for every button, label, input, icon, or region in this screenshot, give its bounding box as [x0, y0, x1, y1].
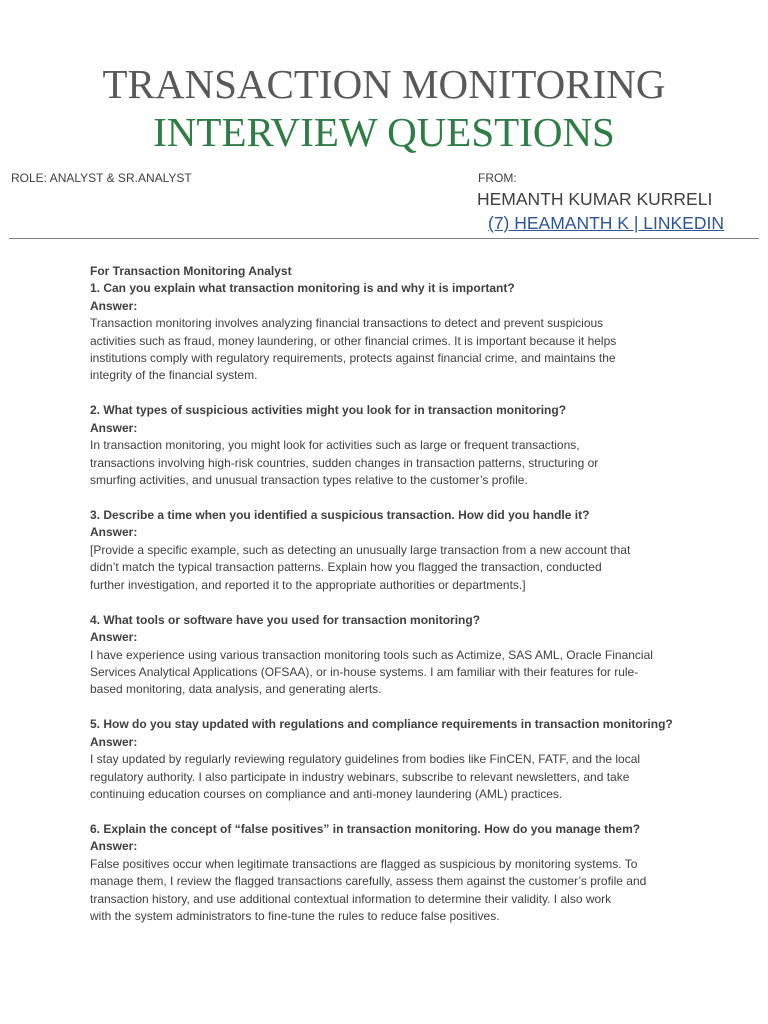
header-divider — [9, 238, 759, 239]
answer-line: with the system administrators to fine-tune the rules to reduce false positives. — [90, 908, 500, 923]
role-label: ROLE: ANALYST & SR.ANALYST — [11, 171, 192, 185]
answer-line: manage them, I review the flagged transactions carefully, assess them against the customer’s profile and — [90, 874, 647, 889]
answer-label: Answer: — [90, 734, 138, 749]
question-text: 1. Can you explain what transaction monitoring is and why it is important? — [90, 281, 515, 296]
answer-line: further investigation, and reported it to the appropriate authorities or departments.] — [90, 577, 526, 592]
qa-item — [90, 402, 690, 489]
title-line-1: TRANSACTION MONITORING — [102, 61, 666, 107]
qa-list — [90, 280, 690, 925]
qa-item — [90, 507, 690, 594]
answer-label: Answer: — [90, 630, 138, 645]
answer-line: In transaction monitoring, you might look for activities such as large or frequent transactions, — [90, 438, 580, 453]
question-text: 4. What tools or software have you used for transaction monitoring? — [90, 612, 481, 627]
section-heading: For Transaction Monitoring Analyst — [90, 264, 292, 278]
from-label: FROM: — [478, 171, 517, 185]
answer-line: smurfing activities, and unusual transaction types relative to the customer’s profile. — [90, 473, 528, 488]
answer-line: integrity of the financial system. — [90, 368, 258, 383]
title-line-2: INTERVIEW QUESTIONS — [153, 109, 615, 155]
question-text: 3. Describe a time when you identified a suspicious transaction. How did you handle it? — [90, 508, 590, 523]
answer-line: Services Analytical Applications (OFSAA), or in-house systems. I am familiar with their features for rule- — [90, 664, 639, 679]
author-name: HEMANTH KUMAR KURRELI — [477, 189, 713, 209]
answer-line: Transaction monitoring involves analyzing financial transactions to detect and prevent suspicious — [90, 316, 604, 331]
answer-label: Answer: — [90, 839, 138, 854]
answer-line: didn’t match the typical transaction patterns. Explain how you flagged the transaction, conducted — [90, 560, 602, 575]
qa-item — [90, 280, 690, 384]
question-text: 2. What types of suspicious activities might you look for in transaction monitoring? — [90, 403, 567, 418]
answer-line: transactions involving high-risk countries, sudden changes in transaction patterns, structuring or — [90, 455, 599, 470]
question-text: 5. How do you stay updated with regulations and compliance requirements in transaction monitoring? — [90, 717, 673, 732]
qa-item — [90, 612, 690, 699]
answer-line: transaction history, and use additional contextual information to determine their validity. I also work — [90, 891, 612, 906]
answer-label: Answer: — [90, 420, 138, 435]
answer-line: [Provide a specific example, such as detecting an unusually large transaction from a new account that — [90, 542, 631, 557]
qa-item — [90, 716, 690, 803]
answer-label: Answer: — [90, 298, 138, 313]
answer-line: I stay updated by regularly reviewing regulatory guidelines from bodies like FinCEN, FATF, and the local — [90, 752, 641, 767]
answer-line: activities such as fraud, money laundering, or other financial crimes. It is important because it helps — [90, 333, 617, 348]
qa-item — [90, 821, 690, 925]
linkedin-link[interactable]: (7) HEAMANTH K | LINKEDIN — [488, 213, 724, 233]
answer-line: institutions comply with regulatory requirements, protects against financial crime, and maintains the — [90, 351, 616, 366]
answer-label: Answer: — [90, 525, 138, 540]
answer-line: regulatory authority. I also participate in industry webinars, subscribe to relevant newsletters, and take — [90, 769, 630, 784]
document-body — [90, 263, 690, 943]
answer-line: based monitoring, data analysis, and generating alerts. — [90, 682, 382, 697]
answer-line: I have experience using various transaction monitoring tools such as Actimize, SAS AML, Oracle Financial — [90, 647, 653, 662]
answer-line: continuing education courses on compliance and anti-money laundering (AML) practices. — [90, 786, 563, 801]
answer-line: False positives occur when legitimate transactions are flagged as suspicious by monitoring systems. To — [90, 856, 638, 871]
question-text: 6. Explain the concept of “false positives” in transaction monitoring. How do you manage them? — [90, 821, 641, 836]
